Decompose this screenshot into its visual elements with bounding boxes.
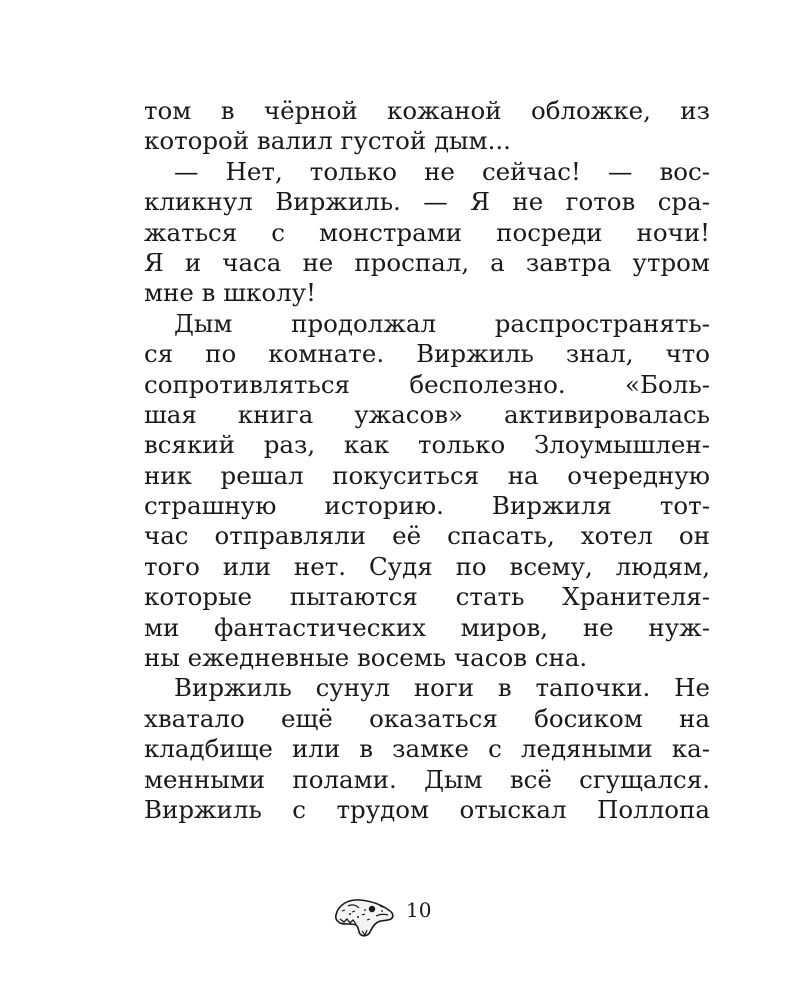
text-line: кликнул Виржиль. — Я не готов сра- bbox=[144, 187, 710, 217]
text-line: мне в школу! bbox=[144, 278, 316, 308]
dinosaur-skull-icon bbox=[332, 895, 396, 939]
text-line: страшную историю. Виржиля тот- bbox=[144, 491, 710, 521]
text-line: час отправляли её спасать, хотел он bbox=[144, 521, 710, 551]
text-line: ны ежедневные восемь часов сна. bbox=[144, 643, 588, 673]
text-line: которой валил густой дым... bbox=[144, 126, 511, 156]
text-line: — Нет, только не сейчас! — вос- bbox=[174, 156, 710, 186]
text-line: ник решал покуситься на очередную bbox=[144, 460, 710, 490]
page-number: 10 bbox=[406, 898, 432, 922]
text-line: всякий раз, как только Злоумышлен- bbox=[144, 430, 710, 460]
text-line: ся по комнате. Виржиль знал, что bbox=[144, 339, 710, 369]
text-line: Виржиль сунул ноги в тапочки. Не bbox=[174, 673, 710, 703]
text-line: Я и часа не проспал, а завтра утром bbox=[144, 247, 710, 277]
text-line: Дым продолжал распространять- bbox=[174, 308, 710, 338]
text-line: шая книга ужасов» активировалась bbox=[144, 399, 710, 429]
text-line: жаться с монстрами посреди ночи! bbox=[144, 217, 710, 247]
text-line: кладбище или в замке с ледяными ка- bbox=[144, 734, 710, 764]
text-line: которые пытаются стать Хранителя- bbox=[144, 582, 710, 612]
text-line: того или нет. Судя по всему, людям, bbox=[144, 551, 710, 581]
text-line: Виржиль с трудом отыскал Поллопа bbox=[144, 794, 710, 824]
text-line: сопротивляться бесполезно. «Боль- bbox=[144, 369, 710, 399]
text-line: менными полами. Дым всё сгущался. bbox=[144, 764, 710, 794]
body-text bbox=[144, 96, 710, 825]
text-line: том в чёрной кожаной обложке, из bbox=[144, 96, 710, 125]
folio bbox=[332, 895, 431, 939]
text-line: хватало ещё оказаться босиком на bbox=[144, 703, 710, 733]
text-line: ми фантастических миров, не нуж- bbox=[144, 612, 710, 642]
